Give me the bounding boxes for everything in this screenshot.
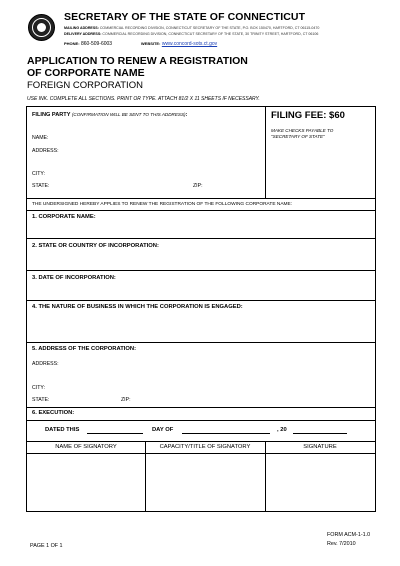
section-state-of-incorporation: 2. STATE OR COUNTRY OF INCORPORATION: <box>32 243 159 249</box>
phone-label: PHONE: <box>64 41 80 46</box>
agency-name: SECRETARY OF THE STATE OF CONNECTICUT <box>64 11 306 23</box>
divider <box>27 342 375 343</box>
divider <box>27 300 375 301</box>
filing-party-label-group <box>32 112 187 118</box>
section-nature-of-business: 4. THE NATURE OF BUSINESS IN WHICH THE CORPORATION IS ENGAGED: <box>32 304 243 310</box>
section-date-of-incorporation: 3. DATE OF INCORPORATION: <box>32 275 116 281</box>
section-corporation-address: 5. ADDRESS OF THE CORPORATION: <box>32 346 137 352</box>
form-number: FORM ACM-1-1.0 <box>327 532 371 538</box>
filing-fee: FILING FEE: $60 <box>271 110 345 121</box>
section-corporate-name: 1. CORPORATE NAME: <box>32 214 96 220</box>
form-title-line2: OF CORPORATE NAME <box>27 67 145 79</box>
dated-this-label: DATED THIS <box>45 427 80 433</box>
mailing-address <box>64 26 319 30</box>
day-field[interactable] <box>87 433 143 434</box>
page-number: PAGE 1 OF 1 <box>30 543 63 549</box>
corp-zip-label: ZIP: <box>121 397 131 403</box>
form-revision: Rev. 7/2010 <box>327 541 356 547</box>
day-of-label: DAY OF <box>152 427 174 433</box>
divider <box>27 407 375 408</box>
filing-name-label: NAME: <box>32 135 49 141</box>
website-label: WEBSITE: <box>140 41 161 46</box>
delivery-address-text: COMMERCIAL RECORDING DIVISION, CONNECTICUT SECRETARY OF THE STATE, 30 TRINITY STREET, HARTFORD, CT 06106 <box>102 32 319 36</box>
signatory-name-cell[interactable] <box>27 454 145 511</box>
divider <box>27 441 375 442</box>
corp-city-label: CITY: <box>32 385 45 391</box>
delivery-address-label: DELIVERY ADDRESS: <box>64 32 102 36</box>
filing-party-colon: : <box>185 112 188 118</box>
month-field[interactable] <box>182 433 270 434</box>
col-signatory-name: NAME OF SIGNATORY <box>55 444 117 450</box>
filing-city-label: CITY: <box>32 171 45 177</box>
filing-state-label: STATE: <box>32 183 50 189</box>
delivery-address <box>64 32 318 36</box>
fee-divider <box>265 107 266 198</box>
col-signatory-capacity: CAPACITY/TITLE OF SIGNATORY <box>159 444 251 450</box>
corp-address-label: ADDRESS: <box>32 361 59 367</box>
corp-state-label: STATE: <box>32 397 50 403</box>
form-title-line1: APPLICATION TO RENEW A REGISTRATION <box>27 55 248 67</box>
filing-zip-label: ZIP: <box>193 183 203 189</box>
mailing-address-text: COMMERCIAL RECORDING DIVISION, CONNECTICUT SECRETARY OF THE STATE, P.O. BOX 150470, HARTFORD, CT 06115-0470 <box>99 26 320 30</box>
form-box <box>26 106 376 512</box>
mailing-address-label: MAILING ADDRESS: <box>64 26 99 30</box>
year-prefix-label: , 20 <box>277 427 287 433</box>
instructions: USE INK. COMPLETE ALL SECTIONS. PRINT OR TYPE. ATTACH 81/2 X 11 SHEETS IF NECESSARY. <box>27 96 260 102</box>
signatory-capacity-cell[interactable] <box>146 454 265 511</box>
filing-address-label: ADDRESS: <box>32 148 59 154</box>
divider <box>27 238 375 239</box>
year-field[interactable] <box>293 433 347 434</box>
divider <box>27 198 375 199</box>
divider <box>27 210 375 211</box>
divider <box>27 420 375 421</box>
state-seal-icon <box>28 14 55 41</box>
website-link[interactable]: www.concord-sots.ct.gov <box>161 41 218 47</box>
phone-number: 860-509-6003 <box>80 41 113 47</box>
col-signature: SIGNATURE <box>303 444 337 450</box>
renewal-statement: THE UNDERSIGNED HEREBY APPLIES TO RENEW THE REGISTRATION OF THE FOLLOWING CORPORATE NAME: <box>32 202 293 207</box>
contact-line <box>64 41 217 47</box>
divider <box>27 270 375 271</box>
filing-party-label: FILING PARTY <box>32 112 71 118</box>
form-subtitle: FOREIGN CORPORATION <box>27 80 143 91</box>
section-execution: 6. EXECUTION: <box>32 410 75 416</box>
fee-payable-note: MAKE CHECKS PAYABLE TO "SECRETARY OF STATE" <box>271 128 334 139</box>
signature-cell[interactable] <box>266 454 375 511</box>
filing-party-note: (CONFIRMATION WILL BE SENT TO THIS ADDRESS) <box>71 112 186 117</box>
